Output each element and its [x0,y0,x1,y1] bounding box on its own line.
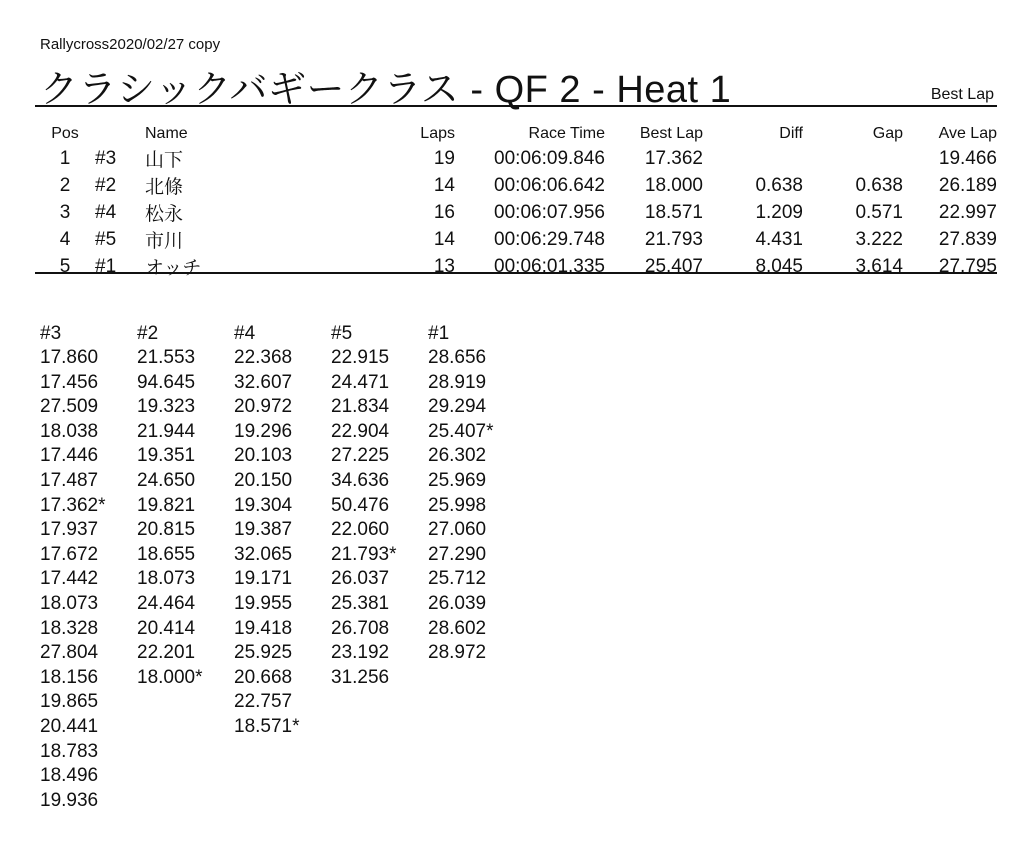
cell-car: #5 [95,228,117,250]
lap-time: 27.290 [428,543,487,565]
table-row [35,253,997,280]
lap-time: 19.171 [234,568,293,590]
cell-name: 北條 [145,177,184,198]
lap-time: 20.441 [40,715,99,737]
lap-time: 25.381 [331,592,390,614]
cell-ave-lap: 27.795 [938,255,997,277]
lap-time: 28.972 [428,642,487,664]
lap-time: 18.000* [137,666,203,688]
col-header-diff: Diff [779,125,803,142]
lap-time: 18.073 [137,568,196,590]
cell-name: 松永 [145,204,184,225]
lap-time: 22.915 [331,347,390,368]
lap-time: 19.821 [137,494,196,516]
lap-time: 25.712 [428,568,487,590]
results-divider [35,272,997,274]
lap-time: 17.456 [40,371,99,393]
lap-time: 26.039 [428,592,487,614]
lap-column-car-number: #3 [40,323,62,344]
lap-time: 18.328 [40,617,99,639]
lap-time: 20.815 [137,519,196,541]
lap-time: 18.655 [137,543,196,565]
lap-time: 17.860 [40,347,99,368]
lap-time: 21.834 [331,396,390,418]
lap-time: 18.038 [40,420,99,442]
lap-time: 27.060 [428,519,487,541]
lap-time: 27.804 [40,642,99,664]
lap-time: 34.636 [331,469,390,491]
lap-time: 19.387 [234,519,293,541]
lap-column [40,321,137,813]
cell-gap: 3.614 [855,255,903,277]
cell-diff: 1.209 [755,201,803,223]
lap-time: 20.414 [137,617,196,639]
lap-time: 19.418 [234,617,293,639]
lap-time: 28.919 [428,371,487,393]
lap-time: 25.998 [428,494,487,516]
col-header-best-lap: Best Lap [639,125,703,142]
lap-column-car-number: #2 [137,323,159,344]
lap-time: 25.969 [428,469,487,491]
lap-time: 19.351 [137,445,196,467]
table-row [35,145,997,172]
lap-time: 21.793* [331,543,397,565]
lap-time: 19.955 [234,592,293,614]
cell-diff: 8.045 [755,255,803,277]
col-header-gap: Gap [872,125,903,142]
lap-time: 22.904 [331,420,390,442]
lap-column [428,321,525,813]
lap-time: 50.476 [331,494,390,516]
cell-ave-lap: 27.839 [938,228,997,250]
lap-column-car-number: #1 [428,323,450,344]
results-header-row [35,123,997,145]
cell-race-time: 00:06:09.846 [494,147,605,169]
cell-diff: 0.638 [755,174,803,196]
cell-gap [803,145,903,172]
cell-best-lap: 18.571 [644,201,703,223]
lap-time: 17.362* [40,494,106,516]
lap-time: 21.944 [137,420,196,442]
lap-time: 26.302 [428,445,487,467]
lap-time: 27.509 [40,396,99,418]
lap-time: 31.256 [331,666,390,688]
cell-pos: 3 [59,201,71,223]
lap-time: 25.407* [428,420,494,442]
cell-diff [703,145,803,172]
cell-laps: 16 [433,201,455,223]
lap-time: 26.708 [331,617,390,639]
best-lap-label: Best Lap [930,86,994,103]
lap-time: 27.225 [331,445,390,467]
col-header-name: Name [145,125,188,142]
cell-pos: 5 [59,255,71,277]
cell-race-time: 00:06:06.642 [494,174,605,196]
cell-car: #4 [95,201,117,223]
lap-times-section [40,321,525,813]
cell-laps: 14 [433,174,455,196]
lap-time: 23.192 [331,642,390,664]
lap-time: 18.156 [40,666,99,688]
lap-time: 18.073 [40,592,99,614]
lap-time: 22.060 [331,519,390,541]
lap-time: 25.925 [234,642,293,664]
lap-time: 19.936 [40,789,99,811]
lap-time: 32.607 [234,371,293,393]
cell-best-lap: 21.793 [644,228,703,250]
lap-time: 18.571* [234,715,300,737]
cell-best-lap: 18.000 [644,174,703,196]
lap-time: 19.304 [234,494,293,516]
lap-time: 20.150 [234,469,293,491]
cell-car: #3 [95,147,117,169]
lap-time: 28.602 [428,617,487,639]
lap-time: 22.757 [234,691,293,713]
lap-time: 22.201 [137,642,196,664]
cell-laps: 13 [433,255,455,277]
lap-time: 26.037 [331,568,390,590]
table-row [35,199,997,226]
cell-best-lap: 25.407 [644,255,703,277]
lap-time: 17.446 [40,445,99,467]
lap-time: 24.464 [137,592,196,614]
cell-diff: 4.431 [755,228,803,250]
lap-time: 32.065 [234,543,293,565]
cell-name: 市川 [145,231,184,252]
lap-time: 20.668 [234,666,293,688]
cell-race-time: 00:06:01.335 [494,255,605,277]
lap-column-car-number: #5 [331,323,353,344]
lap-time: 19.323 [137,396,196,418]
lap-time: 24.650 [137,469,196,491]
cell-laps: 19 [433,147,455,169]
results-table [35,123,997,280]
lap-column [331,321,428,813]
cell-race-time: 00:06:29.748 [494,228,605,250]
lap-time: 29.294 [428,396,487,418]
cell-car: #1 [95,255,117,277]
page-title: クラシックバギークラス - QF 2 - Heat 1 [40,69,732,111]
cell-name: 山下 [145,150,184,171]
cell-best-lap: 17.362 [644,147,703,169]
cell-laps: 14 [433,228,455,250]
cell-pos: 4 [59,228,71,250]
cell-pos: 2 [59,174,71,196]
lap-time: 17.487 [40,469,99,491]
table-row [35,172,997,199]
lap-time: 22.368 [234,347,293,368]
cell-gap: 3.222 [855,228,903,250]
col-header-pos: Pos [51,125,79,142]
col-header-laps: Laps [420,125,455,142]
cell-ave-lap: 19.466 [938,147,997,169]
lap-time: 21.553 [137,347,196,368]
lap-time: 17.937 [40,519,99,541]
table-row [35,226,997,253]
lap-time: 20.972 [234,396,293,418]
cell-gap: 0.571 [855,201,903,223]
lap-time: 17.672 [40,543,99,565]
lap-time: 94.645 [137,371,196,393]
lap-column-car-number: #4 [234,323,256,344]
lap-column [137,321,234,813]
cell-ave-lap: 22.997 [938,201,997,223]
cell-race-time: 00:06:07.956 [494,201,605,223]
header-divider [35,105,997,107]
lap-time: 19.296 [234,420,293,442]
cell-name: オッチ [145,258,202,279]
lap-time: 18.783 [40,740,99,762]
lap-time: 18.496 [40,765,99,787]
lap-column [234,321,331,813]
col-header-car [95,123,145,145]
lap-time: 19.865 [40,691,99,713]
cell-gap: 0.638 [855,174,903,196]
lap-time: 28.656 [428,347,487,368]
cell-ave-lap: 26.189 [938,174,997,196]
lap-time: 24.471 [331,371,390,393]
col-header-race-time: Race Time [528,125,605,142]
col-header-ave-lap: Ave Lap [938,125,997,142]
lap-time: 17.442 [40,568,99,590]
cell-pos: 1 [59,147,71,169]
lap-time: 20.103 [234,445,293,467]
cell-car: #2 [95,174,117,196]
report-header-note: Rallycross2020/02/27 copy [40,36,221,53]
